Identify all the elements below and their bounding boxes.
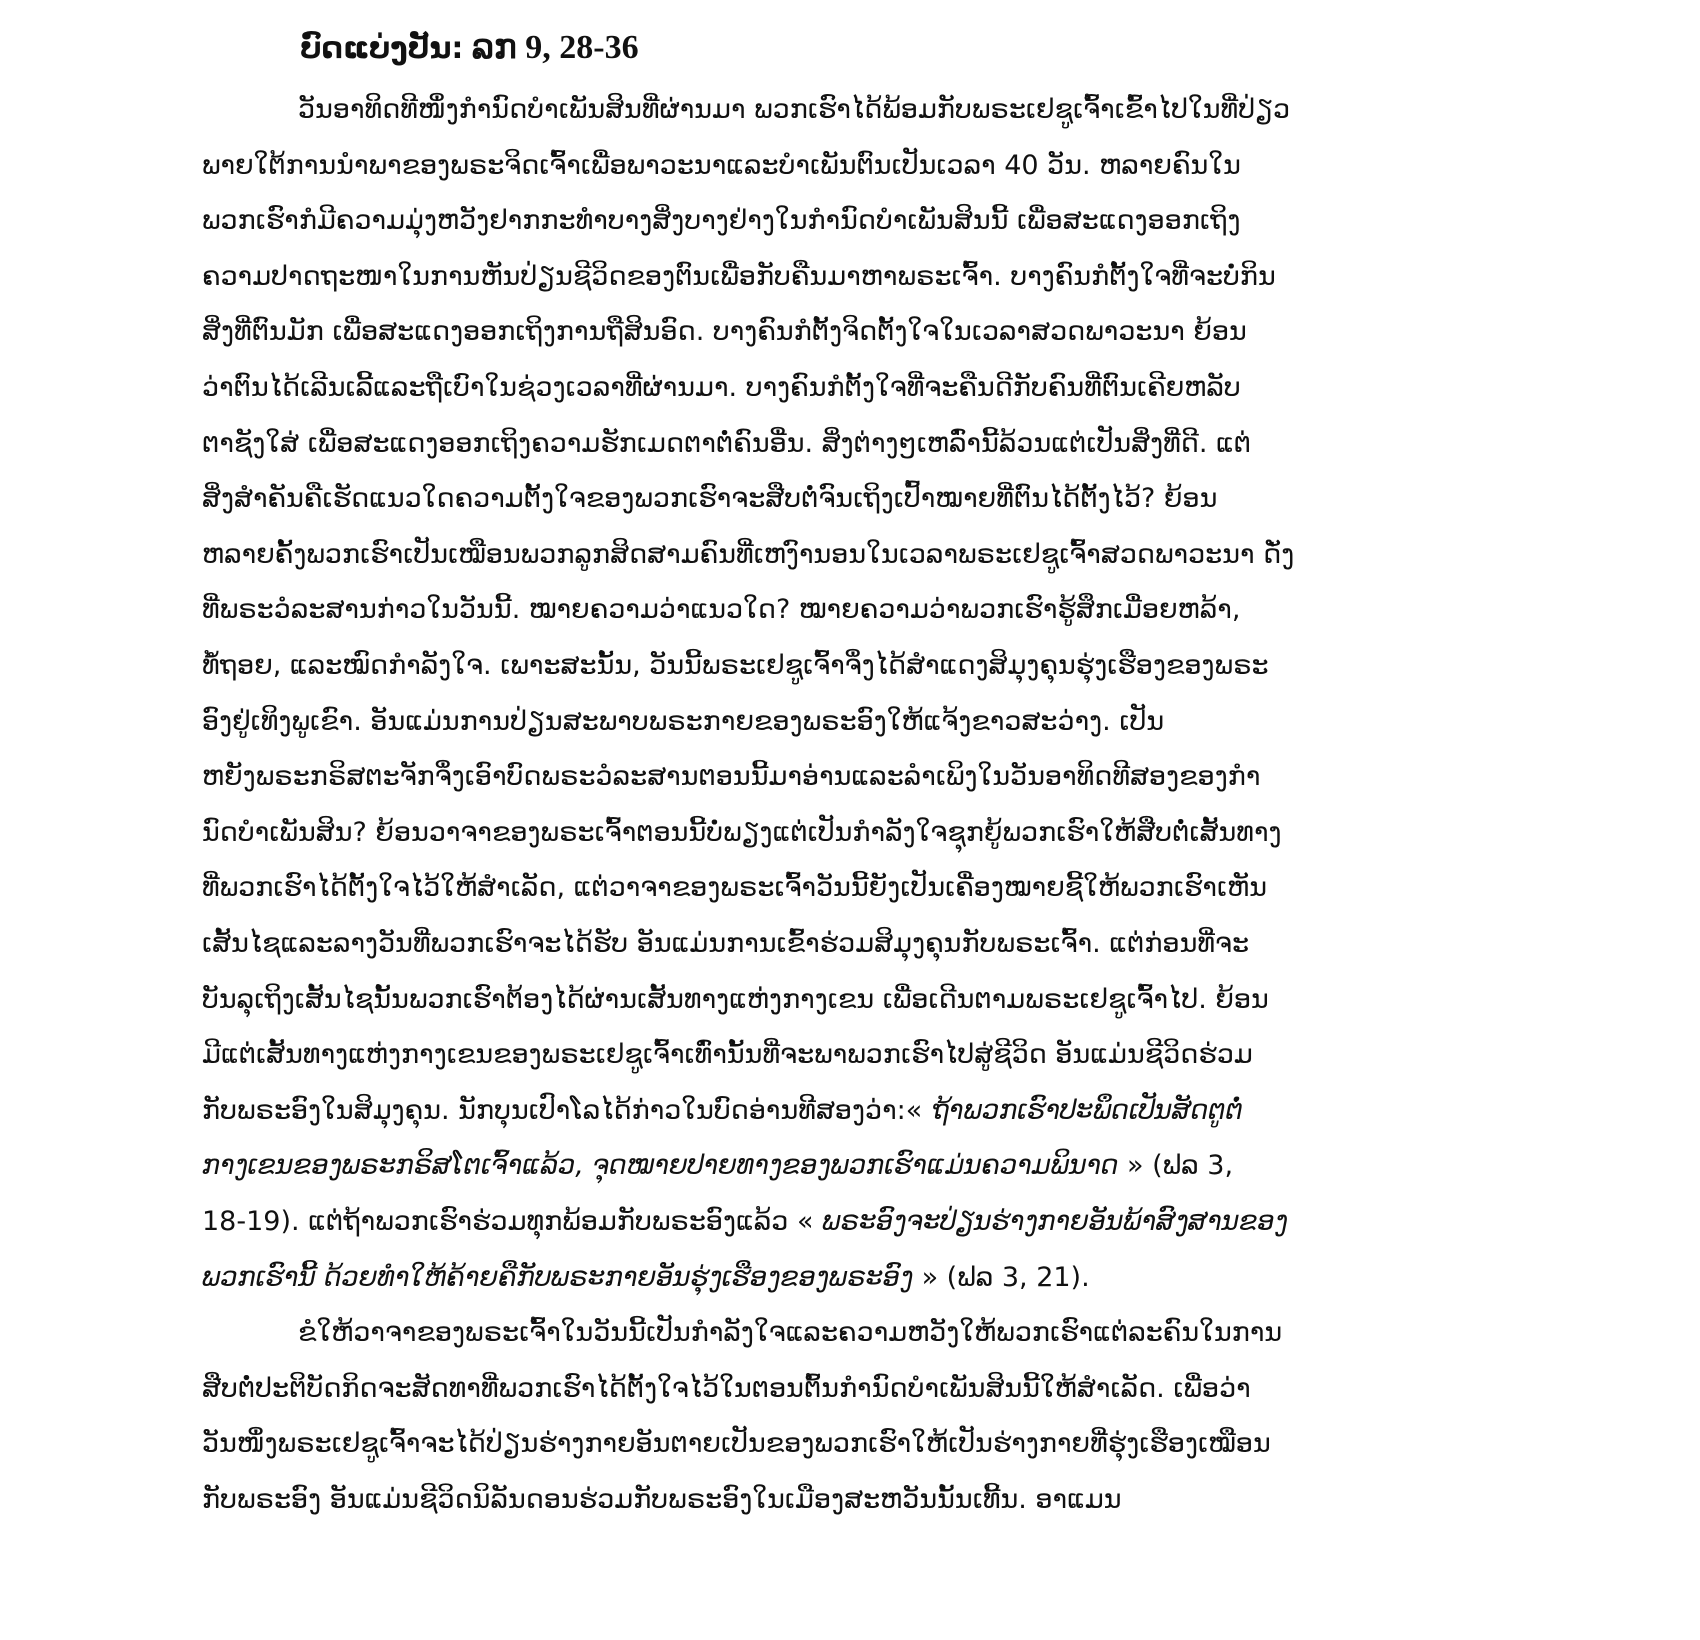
line-text: ສິ່ງສຳຄັນຄືເຮັດແນວໃດຄວາມຕັ້ງໃຈຂອງພວກເຮົາຈະສືບຕໍ່ຈົນເຖິງເປົ້າໝາຍທີ່ຕົນໄດ້ຕັ້ງໄວ້? ຍ້ອນ — [202, 483, 1218, 515]
line-text: ຫລາຍຄັ້ງພວກເຮົາເປັນເໝືອນພວກລູກສິດສາມຄົນທີ່ເຫງົານອນໃນເວລາພຣະເຢຊູເຈົ້າສວດພາວະນາ ດັ່ງ — [202, 538, 1295, 570]
text-line — [298, 1303, 1504, 1363]
text-line — [202, 302, 1504, 362]
text-line — [202, 1414, 1504, 1474]
quote-text: ຖ້າພວກເຮົາປະພຶດເປັນສັດຕູຕໍ່ — [930, 1094, 1243, 1126]
line-text: ຕາຊັງໃສ່ ເພື່ອສະແດງອອກເຖິງຄວາມຮັກເມດຕາຕໍ່ຄົນອື່ນ. ສິ່ງຕ່າງໆເຫລົ່ານີ້ລ້ວນແຕ່ເປັນສິ່ງທີ່ດີ. ແຕ່ — [202, 427, 1252, 459]
line-text: ເສັ້ນໄຊແລະລາງວັນທີ່ພວກເຮົາຈະໄດ້ຮັບ ອັນແມ່ນການເຂົ້າຮ່ວມສິມຸງຄຸນກັບພຣະເຈົ້າ. ແຕ່ກ່ອນທີ່ຈະ — [202, 928, 1250, 959]
text-line — [202, 1025, 1504, 1085]
text-line — [202, 247, 1504, 307]
text-line — [202, 1136, 1504, 1196]
quote-text: ພວກເຮົານີ້ ດ້ວຍທຳໃຫ້ຄ້າຍຄືກັບພຣະກາຍອັນຮຸ່ງເຮືອງຂອງພຣະອົງ — [202, 1261, 913, 1293]
page-title — [300, 28, 639, 69]
line-text: ສິ່ງທີ່ຕົນມັກ ເພື່ອສະແດງອອກເຖິງການຖືສິນອົດ. ບາງຄົນກໍຕັ້ງຈິດຕັ້ງໃຈໃນເວລາສວດພາວະນາ ຍ້ອນ — [202, 316, 1247, 348]
text-line — [202, 692, 1504, 752]
line-text: ມີແຕ່ເສັ້ນທາງແຫ່ງກາງເຂນຂອງພຣະເຢຊູເຈົ້າເທົ່ານັ້ນທີ່ຈະພາພວກເຮົາໄປສູ່ຊີວິດ ອັນແມ່ນຊີວິດຮ່ວມ — [202, 1039, 1253, 1071]
title-lao-label: ບົດແບ່ງປັນ: — [300, 31, 464, 66]
text-line — [202, 803, 1504, 863]
line-text: ກັບພຣະອົງໃນສິມຸງຄຸນ. ນັກບຸນເປົາໂລໄດ້ກ່າວໃນບົດອ່ານທີສອງວ່າ:« — [202, 1094, 931, 1126]
line-text: ອົງຢູ່ເທິງພູເຂົາ. ອັນແມ່ນການປ່ຽນສະພາບພຣະກາຍຂອງພຣະອົງໃຫ້ແຈ້ງຂາວສະວ່າງ. ເປັນ — [202, 705, 1165, 737]
text-line — [202, 1359, 1504, 1419]
text-line — [202, 358, 1504, 418]
text-line — [202, 191, 1504, 251]
quote-text: ພຣະອົງຈະປ່ຽນຮ່າງກາຍອັນພ້າສົງສານຂອງ — [822, 1206, 1288, 1237]
line-text: ທີ່ພຣະວໍລະສານກ່າວໃນວັນນີ້. ໝາຍຄວາມວ່າແນວໃດ? ໝາຍຄວາມວ່າພວກເຮົາຮູ້ສຶກເມື່ອຍຫລ້າ, — [202, 594, 1241, 626]
line-text: ຄວາມປາດຖະໜາໃນການຫັນປ່ຽນຊີວິດຂອງຕົນເພື່ອກັບຄືນມາຫາພຣະເຈົ້າ. ບາງຄົນກໍຕັ້ງໃຈທີ່ຈະບໍ່ກິນ — [202, 260, 1276, 292]
scripture-reference: ລກ 9, 28-36 — [471, 29, 639, 66]
text-line — [202, 1192, 1504, 1252]
text-line — [202, 636, 1504, 696]
line-text: ພາຍໃຕ້ການນຳພາຂອງພຣະຈິດເຈົ້າເພື່ອພາວະນາແລະບຳເພັນຕົນເປັນເວລາ 40 ວັນ. ຫລາຍຄົນໃນ — [202, 149, 1241, 181]
text-line — [202, 525, 1504, 585]
line-text: ສືບຕໍ່ປະຕິບັດກິດຈະສັດທາທີ່ພວກເຮົາໄດ້ຕັ້ງໃຈໄວ້ໃນຕອນຕົ້ນກຳນົດບຳເພັນສິນນີ້ໃຫ້ສຳເລັດ. ເພື່ອວ່າ — [202, 1372, 1251, 1404]
quote-text: ກາງເຂນຂອງພຣະກຣິສໂຕເຈົ້າແລ້ວ, ຈຸດໝາຍປາຍທາງຂອງພວກເຮົາແມ່ນຄວາມພິນາດ — [202, 1150, 1119, 1182]
text-line — [202, 970, 1504, 1030]
text-line — [202, 136, 1504, 196]
text-line — [298, 80, 1504, 140]
line-text: » (ຟລ 3, — [1118, 1150, 1234, 1182]
text-line — [202, 1248, 1504, 1308]
line-text: ວ່າຕົນໄດ້ເລີນເລີ້ແລະຖືເບົາໃນຊ່ວງເວລາທີ່ຜ່ານມາ. ບາງຄົນກໍຕັ້ງໃຈທີ່ຈະຄືນດີກັບຄົນທີ່ຕົນເຄີຍຫລັບ — [202, 372, 1241, 403]
line-text: ວັນໜຶ່ງພຣະເຢຊູເຈົ້າຈະໄດ້ປ່ຽນຮ່າງກາຍອັນຕາຍເປັນຂອງພວກເຮົາໃຫ້ເປັນຮ່າງກາຍທີ່ຮຸ່ງເຮືອງເໝືອນ — [202, 1428, 1271, 1460]
line-text: ບັນລຸເຖິງເສັ້ນໄຊນັ້ນພວກເຮົາຕ້ອງໄດ້ຜ່ານເສັ້ນທາງແຫ່ງກາງເຂນ ເພື່ອເດີນຕາມພຣະເຢຊູເຈົ້າໄປ. ຍ້ອນ — [202, 983, 1269, 1015]
text-line — [202, 1470, 1504, 1530]
line-text: ຂໍໃຫ້ວາຈາຂອງພຣະເຈົ້າໃນວັນນີ້ເປັນກຳລັງໃຈແລະຄວາມຫວັງໃຫ້ພວກເຮົາແຕ່ລະຄົນໃນການ — [298, 1317, 1283, 1349]
line-text: ວັນອາທິດທີໜຶ່ງກຳນົດບຳເພັນສິນທີ່ຜ່ານມາ ພວກເຮົາໄດ້ພ້ອມກັບພຣະເຢຊູເຈົ້າເຂົ້າໄປໃນທີ່ປ່ຽວ — [298, 94, 1291, 125]
line-text: ທໍ້ຖອຍ, ແລະໝົດກຳລັງໃຈ. ເພາະສະນັ້ນ, ວັນນີ້ພຣະເຢຊູເຈົ້າຈຶ່ງໄດ້ສຳແດງສິມຸງຄຸນຮຸ່ງເຮືອງຂອງພຣະ — [202, 650, 1269, 681]
line-text: ນົດບຳເພັນສິນ? ຍ້ອນວາຈາຂອງພຣະເຈົ້າຕອນນີ້ບໍ່ພຽງແຕ່ເປັນກຳລັງໃຈຊຸກຍູ້ພວກເຮົາໃຫ້ສືບຕໍ່ເສັ້ນທາງ — [202, 816, 1282, 848]
text-line — [202, 414, 1504, 474]
line-text: ທີ່ພວກເຮົາໄດ້ຕັ້ງໃຈໄວ້ໃຫ້ສຳເລັດ, ແຕ່ວາຈາຂອງພຣະເຈົ້າວັນນີ້ຍັງເປັນເຄື່ອງໝາຍຊີ້ໃຫ້ພວກເຮົາເຫັນ — [202, 872, 1268, 904]
text-line — [202, 747, 1504, 807]
line-text: 18-19). ແຕ່ຖ້າພວກເຮົາຮ່ວມທຸກພ້ອມກັບພຣະອົງແລ້ວ « — [202, 1206, 823, 1237]
text-line — [202, 914, 1504, 974]
text-line — [202, 1081, 1504, 1141]
line-text: » (ຟລ 3, 21). — [912, 1261, 1090, 1293]
line-text: ກັບພຣະອົງ ອັນແມ່ນຊີວິດນິລັນດອນຮ່ວມກັບພຣະອົງໃນເມືອງສະຫວັນນັ້ນເທີ້ນ. ອາແມນ — [202, 1484, 1122, 1515]
text-line — [202, 469, 1504, 529]
line-text: ຫຍັງພຣະກຣິສຕະຈັກຈຶ່ງເອົາບົດພຣະວໍລະສານຕອນນີ້ມາອ່ານແລະລຳເພິງໃນວັນອາທິດທີສອງຂອງກຳ — [202, 761, 1261, 793]
line-text: ພວກເຮົາກໍມີຄວາມມຸ່ງຫວັງຢາກກະທຳບາງສິ່ງບາງຢ່າງໃນກຳນົດບຳເພັນສິນນີ້ ເພື່ອສະແດງອອກເຖິງ — [202, 205, 1241, 237]
text-line — [202, 580, 1504, 640]
text-line — [202, 858, 1504, 918]
